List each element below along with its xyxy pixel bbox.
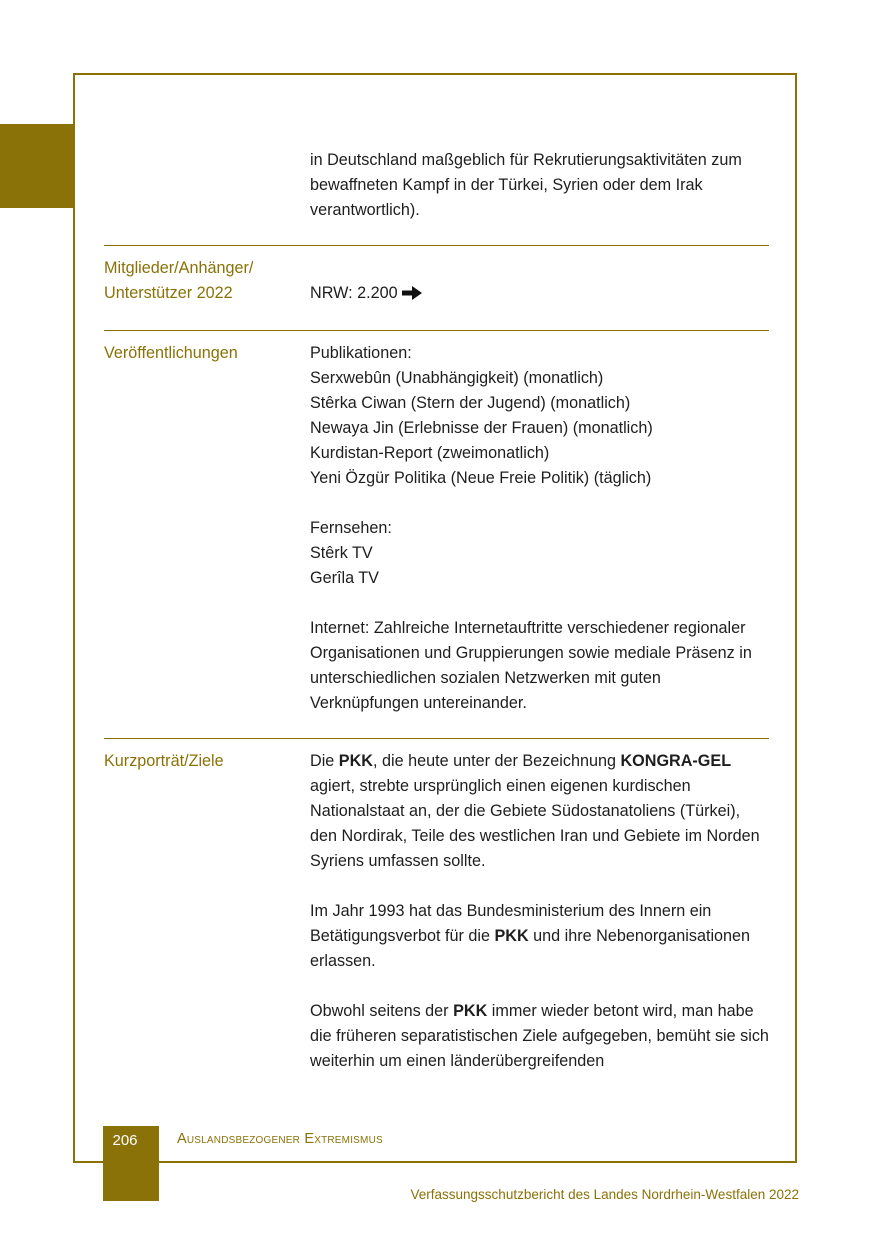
list-item: Gerîla TV [310,569,379,587]
list-item: Kurdistan-Report (zweimonatlich) [310,444,550,462]
members-label-line1: Mitglieder/Anhänger/ [104,259,254,277]
members-row [104,245,769,330]
profile-paragraph-3 [310,999,769,1074]
text-run: agiert, strebte ursprünglich einen eigenen kurdischen Nationalstaat an, der die Gebiete Südostanatoliens (Türkei), den Nordirak, Teile des westlichen Iran und Gebiete im Norden Syriens umfassen sollte. [310,777,760,870]
profile-table [104,148,769,1096]
kongra-gel-term: KONGRA-GEL [620,752,732,770]
profile-value [310,739,769,1096]
list-item: Stêrk TV [310,544,373,562]
intro-continuation: in Deutschland maßgeblich für Rekrutierungsaktivitäten zum bewaffneten Kampf in der Türkei, Syrien oder dem Irak verantwortlich). [310,151,742,219]
profile-paragraph-2 [310,899,769,974]
arrow-right-icon [402,283,422,308]
list-item: Serxwebûn (Unabhängigkeit) (monatlich) [310,369,604,387]
profile-row [104,738,769,1096]
text-run: und ihre Nebenorganisationen erlassen. [310,927,751,970]
list-item: Stêrka Ciwan (Stern der Jugend) (monatlich) [310,394,631,412]
text-run: , die heute unter der Bezeichnung [372,752,621,770]
profile-label: Kurzporträt/Ziele [104,752,224,770]
print-heading: Publikationen: [310,344,412,362]
internet-text: Internet: Zahlreiche Internetauftritte verschiedener regionaler Organisationen und Gruppierungen sowie mediale Präsenz in unterschiedlichen sozialen Netzwerken mit guten Verknüpfungen untereinander. [310,619,752,712]
list-item: Yeni Özgür Politika (Neue Freie Politik) (täglich) [310,469,652,487]
list-item: Newaya Jin (Erlebnisse der Frauen) (monatlich) [310,419,653,437]
publications-label: Veröffentlichungen [104,344,238,362]
footer-note: Verfassungsschutzbericht des Landes Nordrhein-Westfalen 2022 [410,1187,799,1202]
text-run: Die [310,752,339,770]
text-run: Im Jahr 1993 hat das Bundesministerium des Innern ein Betätigungsverbot für die [310,902,712,945]
text-run: immer wieder betont wird, man habe die früheren separatistischen Ziele aufgegeben, bemüht sie sich weiterhin um einen länderübergreifenden [310,1002,769,1070]
members-label-line2: Unterstützer 2022 [104,284,233,302]
publications-row [104,330,769,738]
running-title: Auslandsbezogener Extremismus [177,1131,383,1147]
profile-paragraph-1 [310,749,769,874]
row-value [310,148,769,245]
members-label [104,246,310,330]
table-row [104,148,769,245]
tv-heading: Fernsehen: [310,519,392,537]
page-number: 206 [112,1132,138,1149]
chapter-tab [0,124,75,208]
publications-value [310,331,769,738]
pkk-term: PKK [338,752,373,770]
tv-publications [310,516,769,591]
print-publications [310,341,769,491]
members-value-cell [310,246,769,330]
pkk-term: PKK [494,927,529,945]
text-run: Obwohl seitens der [310,1002,454,1020]
members-value: NRW: 2.200 [310,284,398,302]
row-label [104,148,310,245]
pkk-term: PKK [453,1002,488,1020]
